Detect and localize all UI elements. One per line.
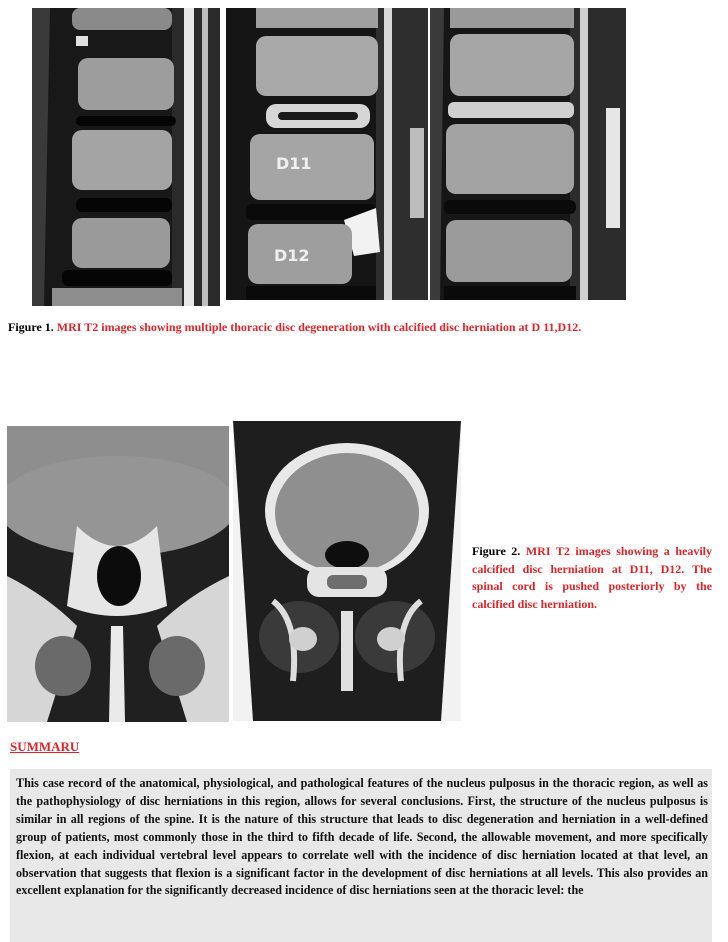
figure-1-text: MRI T2 images showing multiple thoracic disc degeneration with calcified disc herniation at D 11,D12. bbox=[56, 320, 582, 334]
vertebra-label-d11: D11 bbox=[276, 154, 312, 173]
figure-2-number: Figure 2. bbox=[472, 544, 521, 558]
mri-axial-image-2 bbox=[233, 421, 461, 721]
figure-2-caption bbox=[472, 543, 712, 613]
mri-sagittal-image-2 bbox=[226, 8, 428, 300]
summary-heading: SUMMARU bbox=[10, 739, 80, 754]
figure-1-caption bbox=[8, 320, 723, 335]
mri-axial-image-1 bbox=[7, 426, 229, 722]
mri-sagittal-image-1 bbox=[32, 8, 220, 306]
summary-box bbox=[10, 769, 712, 942]
figure-1-number: Figure 1. bbox=[8, 320, 54, 334]
vertebra-label-d12: D12 bbox=[274, 246, 310, 265]
mri-sagittal-image-3 bbox=[430, 8, 626, 300]
figure-2-text: MRI T2 images showing a heavily calcified disc herniation at D11, D12. The spinal cord is pushed posteriorly by the calcified disc herniation. bbox=[472, 544, 712, 611]
summary-body: This case record of the anatomical, physiological, and pathological features of the nucleus pulposus in the thoracic region, as well as the pathophysiology of disc herniations in this region, allows for several conclusions. First, the structure of the nucleus pulposus is similar in all regions of the spine. It is the nature of this structure that leads to disc degeneration and herniation in a well-defined group of patients, most commonly those in the third to fifth decade of life. Second, the allowable movement, and more specifically flexion, at each individual vertebral level appears to correlate well with the incidence of disc herniation located at that level, an observation that suggests that flexion is a significant factor in the development of disc herniations at all levels. This also provides an excellent explanation for the significantly decreased incidence of disc herniations seen at the thoracic level: the bbox=[16, 776, 708, 898]
